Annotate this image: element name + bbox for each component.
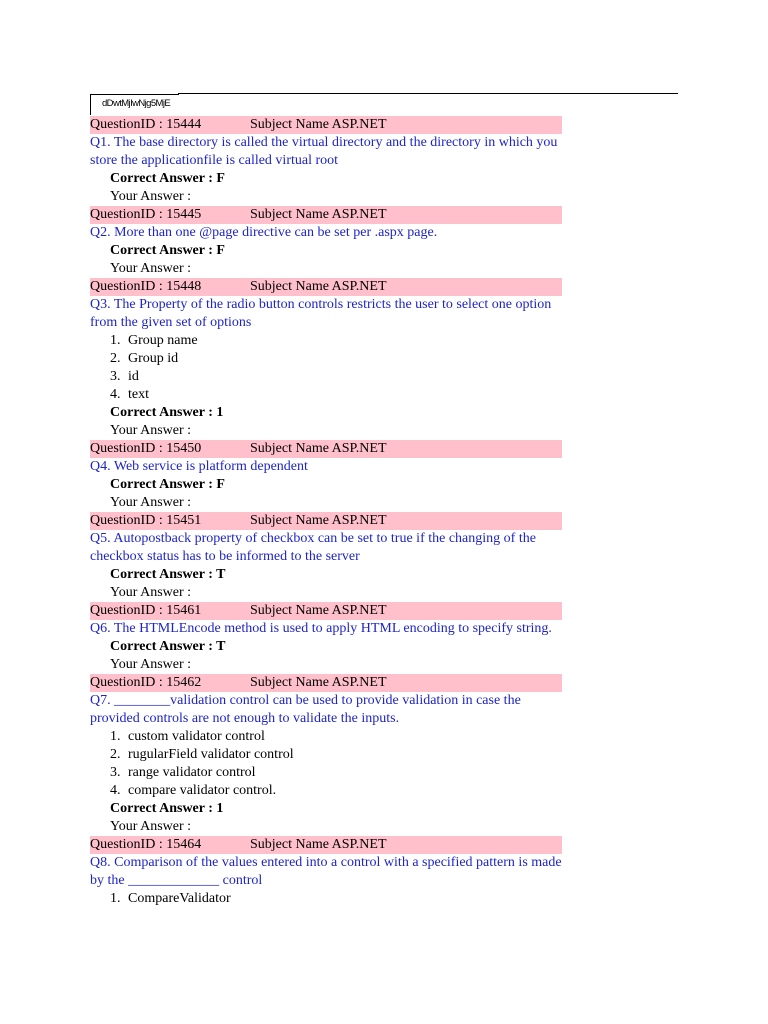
question-text: Q3. The Property of the radio button controls restricts the user to select one option from the given set of options [90, 297, 552, 330]
question-id: QuestionID : 15462 [90, 675, 202, 690]
question-header [90, 602, 562, 620]
correct-answer: Correct Answer : T [110, 567, 226, 582]
subject-name: Subject Name ASP.NET [250, 603, 387, 618]
option-item [90, 746, 562, 764]
question-id: QuestionID : 15444 [90, 117, 202, 132]
option-text: compare validator control. [128, 783, 277, 798]
your-answer: Your Answer : [110, 189, 192, 204]
option-item [90, 350, 562, 368]
option-number: 2. [110, 747, 121, 762]
question-header [90, 836, 562, 854]
question-list [90, 116, 562, 908]
question-text: Q1. The base directory is called the virtual directory and the directory in which you store the applicationfile is called virtual root [90, 135, 558, 168]
option-list [90, 728, 562, 800]
your-answer: Your Answer : [110, 657, 192, 672]
question-header [90, 512, 562, 530]
your-answer: Your Answer : [110, 261, 192, 276]
question-block [90, 278, 562, 440]
question-id: QuestionID : 15450 [90, 441, 202, 456]
option-text: id [128, 369, 139, 384]
option-text: rugularField validator control [128, 747, 294, 762]
option-number: 4. [110, 387, 121, 402]
your-answer: Your Answer : [110, 495, 192, 510]
option-item [90, 764, 562, 782]
option-text: Group name [128, 333, 198, 348]
question-header [90, 206, 562, 224]
question-block [90, 674, 562, 836]
subject-name: Subject Name ASP.NET [250, 837, 387, 852]
question-id: QuestionID : 15461 [90, 603, 202, 618]
option-text: CompareValidator [128, 891, 231, 906]
option-item [90, 332, 562, 350]
question-block [90, 602, 562, 674]
option-item [90, 782, 562, 800]
question-text: Q2. More than one @page directive can be set per .aspx page. [90, 225, 438, 240]
option-number: 3. [110, 765, 121, 780]
option-item [90, 386, 562, 404]
header-rule [178, 93, 678, 94]
option-number: 1. [110, 891, 121, 906]
question-block [90, 836, 562, 908]
correct-answer: Correct Answer : F [110, 243, 225, 258]
option-list [90, 332, 562, 404]
question-text: Q5. Autopostback property of checkbox can be set to true if the changing of the checkbox status has to be informed to the server [90, 531, 536, 564]
question-block [90, 116, 562, 206]
question-header [90, 440, 562, 458]
subject-name: Subject Name ASP.NET [250, 117, 387, 132]
correct-answer: Correct Answer : T [110, 639, 226, 654]
question-text: Q6. The HTMLEncode method is used to apply HTML encoding to specify string. [90, 621, 552, 636]
your-answer: Your Answer : [110, 819, 192, 834]
correct-answer: Correct Answer : F [110, 477, 225, 492]
option-text: text [128, 387, 149, 402]
question-block [90, 512, 562, 602]
option-list [90, 890, 562, 908]
option-item [90, 368, 562, 386]
question-text: Q8. Comparison of the values entered into a control with a specified pattern is made by the _____________ control [90, 855, 562, 888]
question-id: QuestionID : 15451 [90, 513, 202, 528]
option-item [90, 728, 562, 746]
correct-answer: Correct Answer : 1 [110, 405, 224, 420]
option-number: 1. [110, 729, 121, 744]
option-item [90, 890, 562, 908]
subject-name: Subject Name ASP.NET [250, 513, 387, 528]
question-text: Q4. Web service is platform dependent [90, 459, 308, 474]
option-number: 3. [110, 369, 121, 384]
question-id: QuestionID : 15445 [90, 207, 202, 222]
subject-name: Subject Name ASP.NET [250, 207, 387, 222]
your-answer: Your Answer : [110, 585, 192, 600]
option-text: range validator control [128, 765, 256, 780]
viewstate-box [90, 94, 179, 115]
option-number: 2. [110, 351, 121, 366]
question-header [90, 278, 562, 296]
correct-answer: Correct Answer : F [110, 171, 225, 186]
option-text: Group id [128, 351, 179, 366]
option-number: 4. [110, 783, 121, 798]
question-block [90, 440, 562, 512]
option-text: custom validator control [128, 729, 265, 744]
question-header [90, 674, 562, 692]
question-header [90, 116, 562, 134]
question-id: QuestionID : 15448 [90, 279, 202, 294]
viewstate-label: dDwtMjIwNjg5MjE [102, 98, 171, 109]
correct-answer: Correct Answer : 1 [110, 801, 224, 816]
question-id: QuestionID : 15464 [90, 837, 202, 852]
subject-name: Subject Name ASP.NET [250, 279, 387, 294]
your-answer: Your Answer : [110, 423, 192, 438]
subject-name: Subject Name ASP.NET [250, 441, 387, 456]
subject-name: Subject Name ASP.NET [250, 675, 387, 690]
question-block [90, 206, 562, 278]
question-text: Q7. ________validation control can be used to provide validation in case the provided controls are not enough to validate the inputs. [90, 693, 521, 726]
option-number: 1. [110, 333, 121, 348]
